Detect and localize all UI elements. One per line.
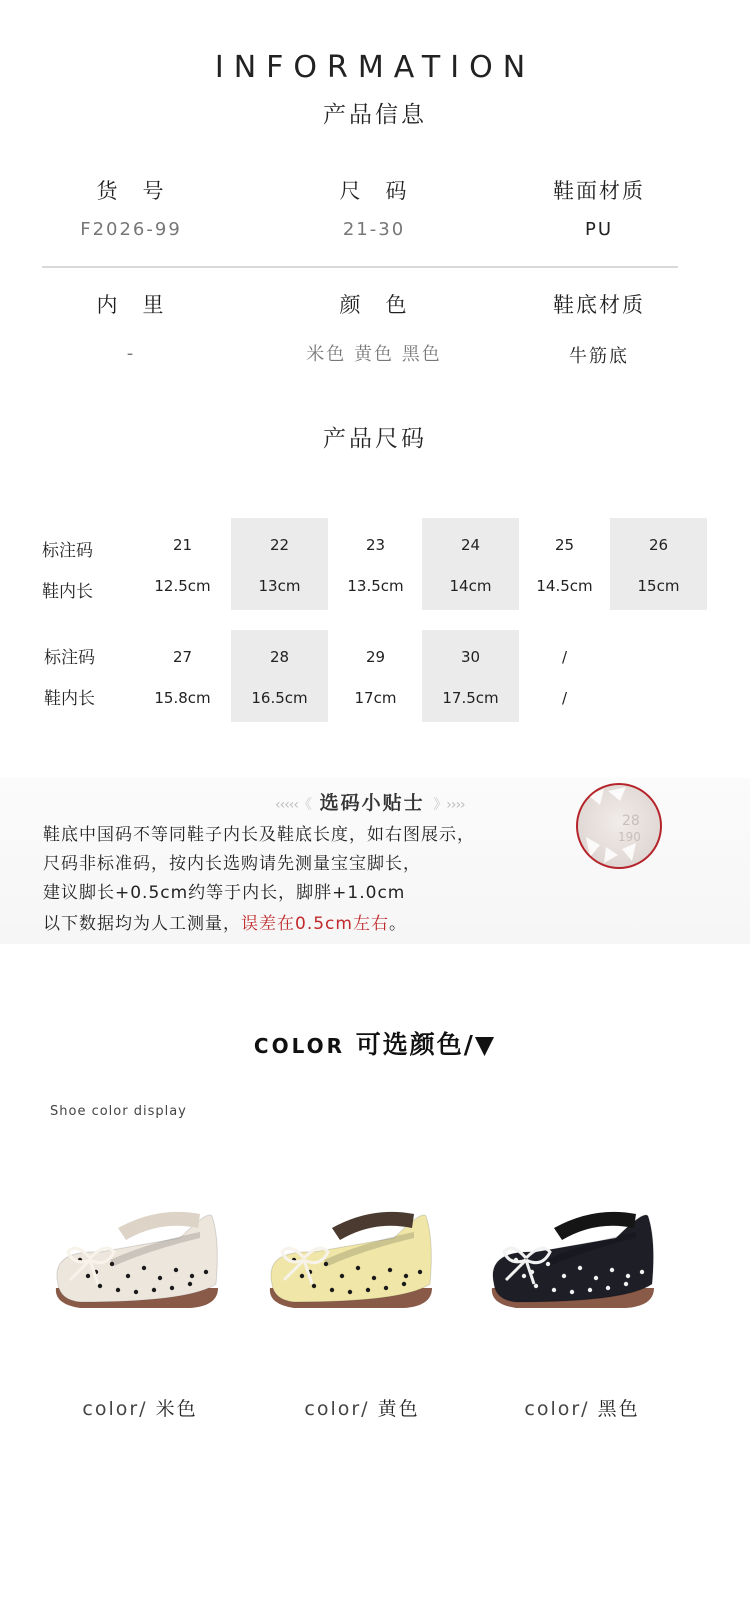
size-code-cell: 24	[460, 536, 481, 554]
size-code-cell: 22	[269, 536, 290, 554]
size-code-cell: 27	[172, 648, 193, 666]
info-label-color: 颜 色	[339, 293, 409, 317]
size-length-cell: 12.5cm	[154, 577, 211, 595]
sole-pattern-icon	[578, 785, 660, 867]
tips-arrows-right: 》››››	[433, 797, 465, 813]
shoe-caption-prefix: color/	[304, 1398, 370, 1420]
sole-marking-top: 28	[622, 813, 640, 829]
tips-title-text: 选码小贴士	[319, 792, 425, 814]
color-title-cn: 可选颜色/▼	[355, 1030, 497, 1059]
tip-error-margin: 误差在0.5cm左右	[241, 914, 389, 934]
page-title-cn: 产品信息	[323, 102, 427, 128]
yellow-polka-dot-shoe-icon	[254, 1180, 444, 1320]
size-code-cell: 26	[648, 536, 669, 554]
shoe-caption-color-name: 黄色	[377, 1398, 420, 1420]
size-column-shade	[422, 630, 519, 722]
shoe-color-caption	[20, 1394, 260, 1421]
size-code-cell: 30	[460, 648, 481, 666]
beige-polka-dot-shoe-icon	[40, 1180, 230, 1320]
size-length-cell: 16.5cm	[251, 689, 308, 707]
shoe-caption-prefix: color/	[524, 1398, 590, 1420]
size-length-cell: 17.5cm	[442, 689, 499, 707]
info-label-size: 尺 码	[339, 179, 409, 203]
size-column-shade	[610, 518, 707, 610]
tip-line-2: 尺码非标准码，按内长选购请先测量宝宝脚长，	[43, 854, 421, 874]
shoe-caption-color-name: 米色	[155, 1398, 198, 1420]
shoe-display-label: Shoe color display	[50, 1104, 187, 1119]
sole-marking-image	[576, 783, 662, 869]
info-label-upper-material: 鞋面材质	[553, 179, 645, 203]
size-length-cell: /	[561, 689, 568, 707]
size-length-cell: 13cm	[258, 577, 301, 595]
info-label-sole-material: 鞋底材质	[553, 293, 645, 317]
color-section-title	[0, 1025, 750, 1061]
size-column-shade	[231, 630, 328, 722]
size-section-title: 产品尺码	[323, 426, 427, 452]
shoe-caption-color-name: 黑色	[597, 1398, 640, 1420]
info-value-lining: -	[126, 343, 136, 364]
info-value-upper-material: PU	[584, 219, 614, 240]
size-length-cell: 13.5cm	[347, 577, 404, 595]
info-value-size: 21-30	[342, 219, 406, 240]
size-length-cell: 17cm	[354, 689, 397, 707]
tip-line-4	[43, 909, 407, 934]
tips-arrows-left: ‹‹‹‹‹《	[275, 797, 311, 813]
size-length-cell: 15cm	[637, 577, 680, 595]
size-length-cell: 14cm	[449, 577, 492, 595]
size-row-label-code: 标注码	[44, 648, 95, 668]
page-title-en: INFORMATION	[214, 50, 536, 85]
tip-line-1: 鞋底中国码不等同鞋子内长及鞋底长度，如右图展示，	[43, 825, 475, 845]
size-code-cell: 29	[365, 648, 386, 666]
size-code-cell: /	[561, 648, 568, 666]
tip-line-4-suffix: 。	[388, 914, 407, 934]
info-label-item-number: 货 号	[96, 179, 166, 203]
size-column-shade	[422, 518, 519, 610]
shoe-color-caption	[462, 1394, 702, 1421]
shoe-caption-prefix: color/	[82, 1398, 148, 1420]
size-column-shade	[231, 518, 328, 610]
size-row-label-length: 鞋内长	[44, 689, 95, 709]
size-code-cell: 23	[365, 536, 386, 554]
size-code-cell: 21	[172, 536, 193, 554]
info-value-color: 米色 黄色 黑色	[306, 344, 442, 365]
size-length-cell: 14.5cm	[536, 577, 593, 595]
size-row-label-code: 标注码	[42, 541, 93, 561]
info-label-lining: 内 里	[96, 293, 166, 317]
info-divider	[42, 266, 678, 268]
info-value-sole-material: 牛筋底	[569, 346, 629, 367]
sole-marking-bottom: 190	[618, 830, 641, 844]
size-row-label-length: 鞋内长	[42, 582, 93, 602]
shoe-color-caption	[242, 1394, 482, 1421]
tips-title	[275, 788, 515, 815]
info-value-item-number: F2026-99	[80, 219, 182, 240]
size-length-cell: 15.8cm	[154, 689, 211, 707]
size-code-cell: 28	[269, 648, 290, 666]
color-title-en: COLOR	[253, 1034, 346, 1058]
size-code-cell: 25	[554, 536, 575, 554]
tip-line-4-prefix: 以下数据均为人工测量，	[43, 914, 241, 934]
black-polka-dot-shoe-icon	[476, 1180, 666, 1320]
tip-line-3: 建议脚长+0.5cm约等于内长，脚胖+1.0cm	[43, 883, 406, 903]
